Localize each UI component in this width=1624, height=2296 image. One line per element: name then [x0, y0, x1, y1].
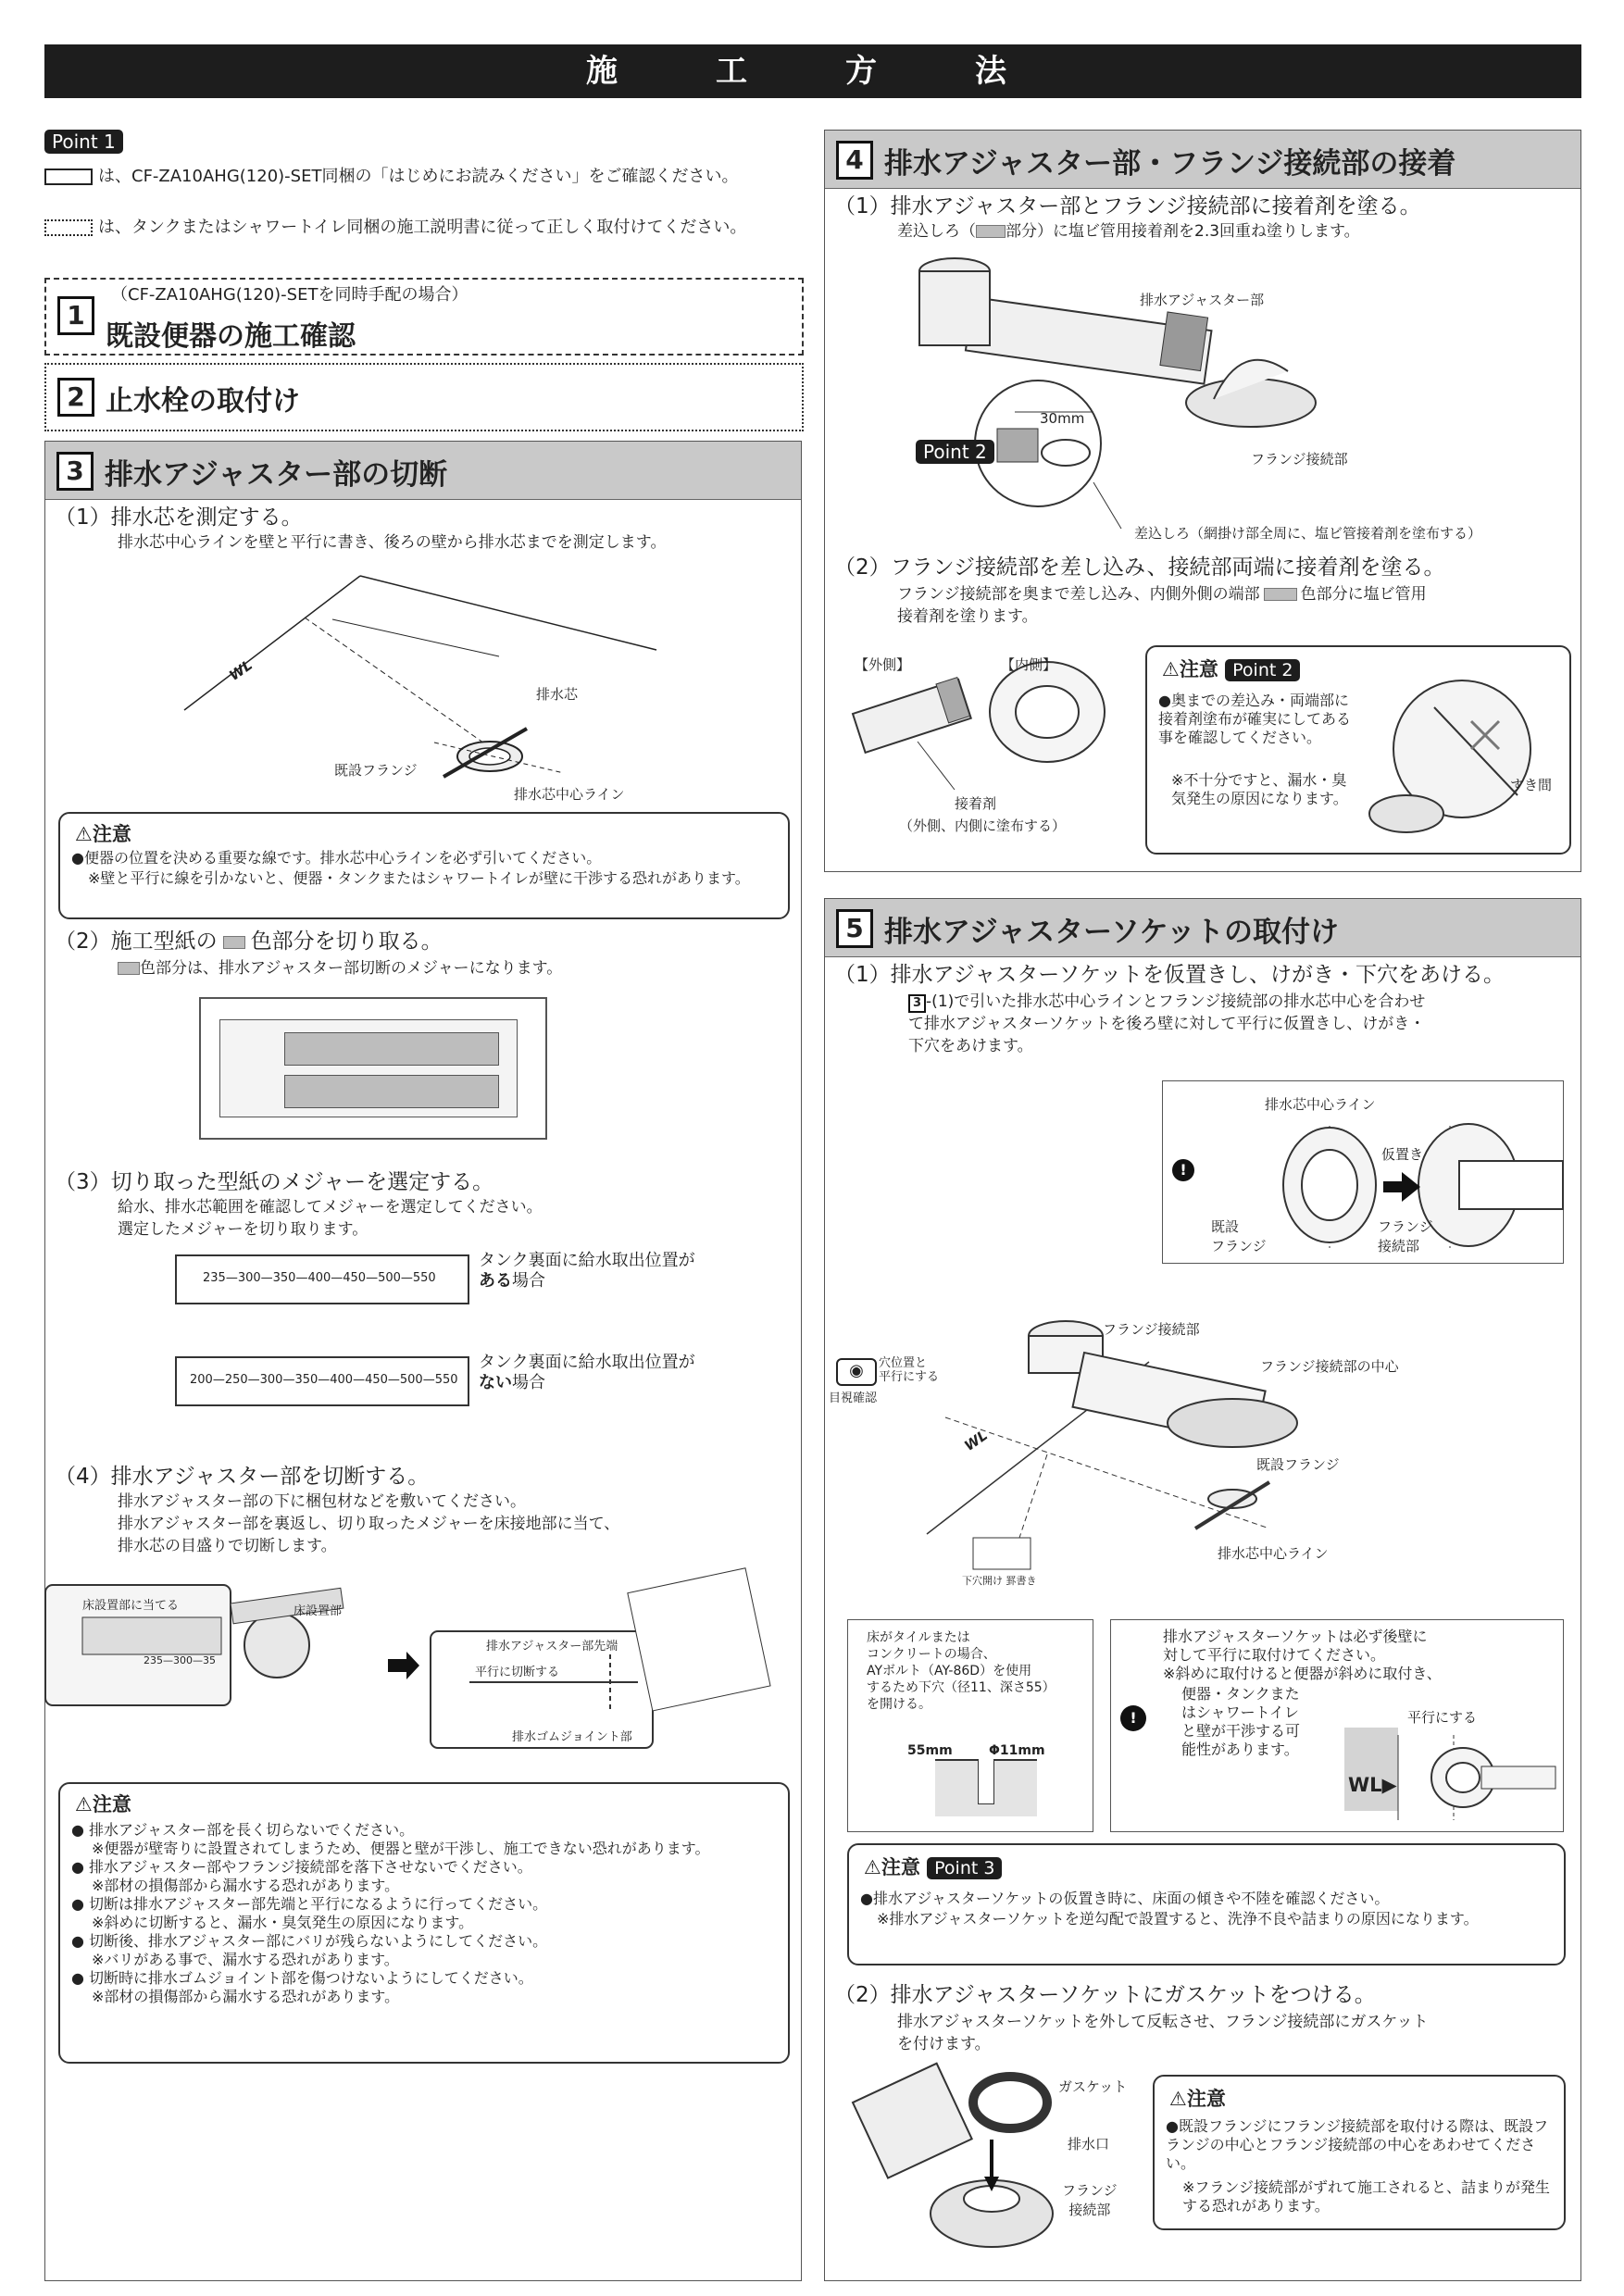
- sec3-scale-label: 235—300—35: [144, 1654, 216, 1666]
- sec3-caution-2-item: ● 排水アジャスター部やフランジ接続部を落下させないでください。: [71, 1858, 532, 1876]
- sec5-caution-1-item-2: ※排水アジャスターソケットを逆勾配で設置すると、洗浄不良や詰まりの原因になります。: [877, 1910, 1479, 1928]
- section-2-number: 2: [57, 378, 94, 417]
- sec3-ruler-2-scale: 200—250—300—350—400—450—500—550: [190, 1373, 458, 1387]
- sec5-visual-label: 目視確認: [829, 1391, 878, 1405]
- sec4-dim-label: 30mm: [1040, 410, 1085, 427]
- sec3-caution-2-item: ● 切断は排水アジャスター部先端と平行になるように行ってください。: [71, 1895, 548, 1913]
- sec3-caution-2-item: ● 切断後、排水アジャスター部にバリが残らないようにしてください。: [71, 1932, 548, 1950]
- sec4-step1: （1）排水アジャスター部とフランジ接続部に接着剤を塗る。: [834, 194, 1421, 218]
- sec5-caution-2-title: ⚠注意: [1169, 2088, 1226, 2110]
- sec5-caution-2: [1153, 2075, 1566, 2230]
- sec4-gap-label: すき間: [1510, 777, 1553, 793]
- sec3-line-label: 排水芯中心ライン: [514, 786, 625, 803]
- sec3-ruler-1-scale: 235—300—350—400—450—500—550: [203, 1271, 436, 1285]
- sec4-caution-item-1: ●奥までの差込み・両端部に接着剤塗布が確実にしてある事を確認してください。: [1158, 692, 1352, 746]
- sec5-hole-label: 穴位置と 平行にする: [879, 1356, 940, 1384]
- sec3-caution-2-item: ※部材の損傷部から漏水する恐れがあります。: [92, 1877, 400, 1894]
- sec4-flange-label: フランジ接続部: [1251, 451, 1348, 468]
- section-3-number: 3: [56, 452, 94, 491]
- sec4-point2-badge: Point 2: [916, 440, 994, 464]
- section-1-note: （CF-ZA10AHG(120)-SETを同時手配の場合）: [111, 285, 468, 305]
- sec3-step4-text-1: 排水アジャスター部の下に梱包材などを敷いてください。: [118, 1492, 526, 1511]
- sec4-step1-text: 差込しろ（ 部分）に塩ビ管用接着剤を2.3回重ね塗りします。: [897, 222, 1360, 241]
- section-1: [44, 278, 804, 356]
- sec3-caution-2-item: ● 排水アジャスター部を長く切らないでください。: [71, 1821, 415, 1839]
- sec3-step3-text-1: 給水、排水芯範囲を確認してメジャーを選定してください。: [118, 1198, 543, 1217]
- point1-text-2: は、タンクまたはシャワートイレ同梱の施工説明書に従って正しく取付けてください。: [44, 218, 794, 238]
- sec5-alert-icon: !: [1172, 1159, 1194, 1181]
- sec3-caution-2: [58, 1782, 790, 2064]
- section-2: [44, 363, 804, 431]
- sec5-wall-text-3: ※斜めに取付けると便器が斜めに取付き、: [1163, 1665, 1442, 1682]
- sec4-step2: （2）フランジ接続部を差し込み、接続部両端に接着剤を塗る。: [834, 555, 1445, 580]
- sec5-step1: （1）排水アジャスターソケットを仮置きし、けがき・下穴をあける。: [834, 963, 1505, 987]
- sec3-caution-1-title: ⚠注意: [75, 823, 131, 845]
- sec5-caution-1-title: ⚠注意 Point 3: [864, 1853, 1002, 1880]
- alert-icon: !: [1120, 1705, 1146, 1731]
- sec5-outlet-label: 排水口: [1068, 2136, 1110, 2152]
- sec4-caution-item-2: ※不十分ですと、漏水・臭気発生の原因になります。: [1171, 771, 1348, 807]
- page-title: 施 工 方 法: [44, 44, 1581, 98]
- sec5-flange-label: フランジ 接続部: [1378, 1218, 1433, 1254]
- sec3-step1: （1）排水芯を測定する。: [55, 505, 303, 530]
- sec4-insert-label: 差込しろ（網掛け部全周に、塩ビ管接着剤を塗布する）: [1134, 525, 1482, 542]
- sec3-caution-1-item-1: ●便器の位置を決める重要な線です。排水芯中心ラインを必ず引いてください。: [71, 849, 602, 867]
- sec5-center-line-label: 排水芯中心ライン: [1218, 1545, 1329, 1562]
- sec5-fig3-flange-label: フランジ 接続部: [1062, 2182, 1118, 2218]
- sec3-step4-text-3: 排水芯の目盛りで切断します。: [118, 1537, 337, 1555]
- sec3-cutting-diagram: [45, 442, 801, 1830]
- section-4-title: 排水アジャスター部・フランジ接続部の接着: [884, 147, 1456, 181]
- sec3-caution-2-item: ※部材の損傷部から漏水する恐れがあります。: [92, 1988, 400, 2005]
- sec5-step1-text-1: 3 -(1)で引いた排水芯中心ラインとフランジ接続部の排水芯中心を合わせ: [908, 992, 1425, 1013]
- sec5-line-label: 排水芯中心ライン: [1265, 1096, 1376, 1113]
- sec3-parallel-label: 平行に切断する: [475, 1666, 560, 1679]
- sec5-tools-label: 下穴開け 罫書き: [962, 1575, 1037, 1587]
- sec4-outer-label: 【外側】: [855, 656, 911, 673]
- eye-icon: ◉: [836, 1358, 877, 1386]
- sec3-step3-text-2: 選定したメジャーを切り取ります。: [118, 1220, 369, 1239]
- sec3-joint-label: 排水ゴムジョイント部: [512, 1730, 632, 1744]
- sec5-step1-text-3: 下穴をあけます。: [908, 1037, 1033, 1055]
- sec3-step1-text: 排水芯中心ラインを壁と平行に書き、後ろの壁から排水芯までを測定します。: [118, 533, 667, 552]
- section-4-number: 4: [836, 141, 873, 180]
- section-5-title: 排水アジャスターソケットの取付け: [884, 916, 1340, 949]
- point1-text-1: は、CF-ZA10AHG(120)-SET同梱の「はじめにお読みください」をご確認ください。: [44, 167, 794, 187]
- sec5-flange-center-label: フランジ接続部の中心: [1260, 1358, 1399, 1375]
- sec3-ruler-2-label: タンク裏面に給水取出位置が ない場合: [479, 1353, 695, 1392]
- sec3-step2: （2）施工型紙の 色部分を切り取る。: [55, 930, 443, 954]
- sec3-center-label: 排水芯: [536, 686, 579, 703]
- section-1-number: 1: [57, 296, 94, 335]
- section-4: [824, 130, 1581, 872]
- sec5-gasket-label: ガスケット: [1058, 2078, 1128, 2095]
- sec5-wall-text-2: 対して平行に取付けてください。: [1163, 1646, 1386, 1664]
- sec4-gap-diagram: [1360, 666, 1564, 851]
- sec5-caution-2-item-2: ※フランジ接続部がずれて施工されると、詰まりが発生する恐れがあります。: [1182, 2178, 1551, 2215]
- sec5-step1-text-2: て排水アジャスターソケットを後ろ壁に対して平行に仮置きし、けがき・: [908, 1015, 1426, 1033]
- sec4-caution-title: ⚠注意 Point 2: [1162, 655, 1300, 682]
- sec3-caution-2-item: ● 切断時に排水ゴムジョイント部を傷つけないようにしてください。: [71, 1969, 533, 1987]
- sec4-glue-note: （外側、内側に塗布する）: [899, 817, 1067, 834]
- sec5-caution-2-item-1: ●既設フランジにフランジ接続部を取付ける際は、既設フランジの中心とフランジ接続部の中心をあわせてください。: [1166, 2117, 1549, 2172]
- sec3-floor-touch-label: 床設置部に当てる: [82, 1599, 180, 1613]
- sec5-gasket-diagram: [825, 899, 1580, 2280]
- section-1-title: 既設便器の施工確認: [106, 320, 356, 353]
- sec5-step2-text-1: 排水アジャスターソケットを外して反転させ、フランジ接続部にガスケット: [897, 2013, 1429, 2031]
- sec4-adjuster-label: 排水アジャスター部: [1140, 292, 1265, 308]
- sec5-parallel-label: 平行にする: [1407, 1709, 1478, 1726]
- section-2-title: 止水栓の取付け: [106, 385, 300, 418]
- sec5-depth-label: 55mm: [907, 1743, 953, 1758]
- sec3-step4-text-2: 排水アジャスター部を裏返し、切り取ったメジャーを床接地部に当て、: [118, 1515, 620, 1533]
- sec3-step4: （4）排水アジャスター部を切断する。: [55, 1465, 430, 1489]
- sec5-step2-text-2: を付けます。: [897, 2035, 991, 2053]
- sec5-wall-text-1: 排水アジャスターソケットは必ず後壁に: [1163, 1628, 1428, 1645]
- sec3-wl-label: WL: [226, 656, 256, 684]
- sec3-caution-2-title: ⚠注意: [75, 1793, 131, 1816]
- section-3-title: 排水アジャスター部の切断: [105, 458, 448, 492]
- sec5-caution-1-item-1: ●排水アジャスターソケットの仮置き時に、床面の傾きや不陸を確認ください。: [860, 1890, 1390, 1907]
- sec3-caution-1-item-2: ※壁と平行に線を引かないと、便器・タンクまたはシャワートイレが壁に干渉する恐れがあります。: [88, 869, 750, 887]
- sec4-step2-text-1: フランジ接続部を奥まで差し込み、内側外側の端部 色部分に塩ビ管用: [897, 585, 1427, 604]
- sec3-step2-text: 色部分は、排水アジャスター部切断のメジャーになります。: [118, 958, 562, 979]
- sec5-wall-wl-label: WL▶: [1348, 1774, 1397, 1796]
- sec4-caution: [1145, 645, 1571, 855]
- sec3-flange-label: 既設フランジ: [334, 762, 418, 779]
- sec5-dia-label: Φ11mm: [989, 1743, 1045, 1758]
- sec3-caution-2-list: [71, 1821, 775, 2006]
- sec4-inner-label: 【内側】: [1001, 656, 1057, 673]
- sec4-step2-text-2: 接着剤を塗ります。: [897, 607, 1038, 626]
- point1-badge: Point 1: [44, 130, 123, 154]
- sec5-existing-flange-label: 既設フランジ: [1256, 1456, 1340, 1473]
- sec5-existing-label: 既設 フランジ: [1211, 1218, 1267, 1254]
- section-5-number: 5: [836, 909, 873, 948]
- sec5-step2: （2）排水アジャスターソケットにガスケットをつける。: [834, 1983, 1376, 2007]
- sec3-ruler-1-label: タンク裏面に給水取出位置が ある場合: [479, 1251, 695, 1291]
- sec5-temp-label: 仮置き: [1381, 1146, 1424, 1163]
- sec3-step3: （3）切り取った型紙のメジャーを選定する。: [55, 1170, 494, 1194]
- section-3: [44, 441, 802, 2281]
- sec3-caution-2-item: ※便器が壁寄りに設置されてしまうため、便器と壁が干渉し、施工できない恐れがあります。: [92, 1840, 710, 1857]
- sec5-wall-text-4: 便器・タンクまた はシャワートイレ と壁が干渉する可 能性があります。: [1181, 1685, 1301, 1758]
- sec5-tile-text: 床がタイルまたは コンクリートの場合、 AYボルト（AY-86D）を使用 するため下穴（径11、深さ55） を開ける。: [867, 1630, 1056, 1712]
- sec4-glue-label: 接着剤: [955, 795, 997, 812]
- sec5-fig2-flange-label: フランジ接続部: [1103, 1321, 1200, 1338]
- sec3-tip-label: 排水アジャスター部先端: [486, 1640, 618, 1653]
- sec3-caution-2-item: ※バリがある事で、漏水する恐れがあります。: [92, 1951, 399, 1968]
- section-5: [824, 898, 1581, 2281]
- sec3-caution-2-item: ※斜めに切断すると、漏水・臭気発生の原因になります。: [92, 1914, 474, 1931]
- sec3-floor-label: 床設置部: [294, 1604, 343, 1618]
- sec5-wl-label: WL: [961, 1427, 991, 1454]
